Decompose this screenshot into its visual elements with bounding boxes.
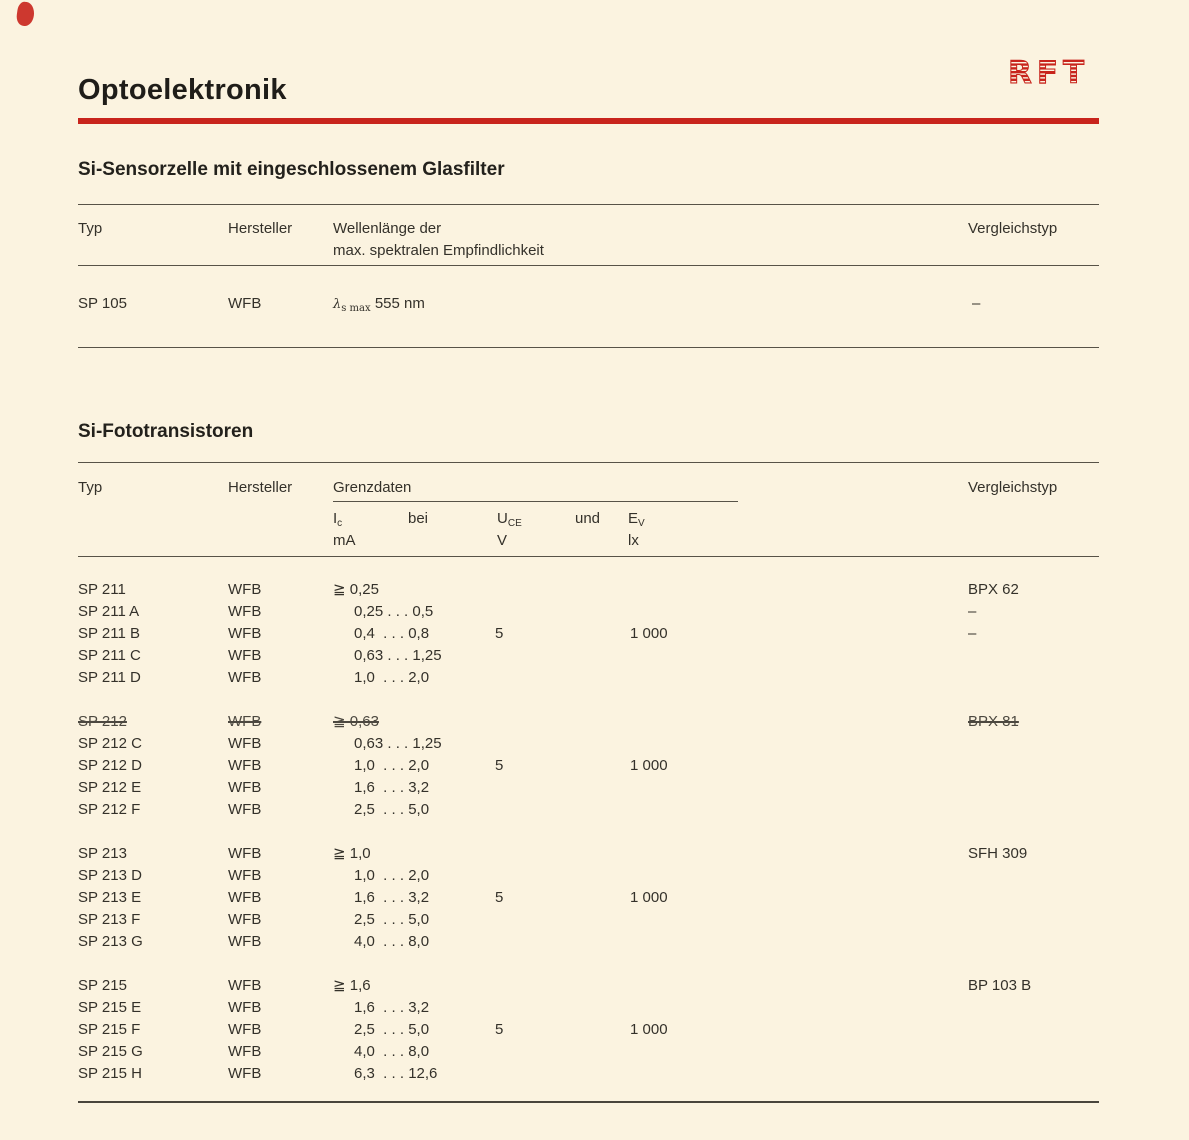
cell-ic: ≧ 0,25 bbox=[333, 581, 379, 598]
cell-ev bbox=[630, 601, 968, 623]
cell-uce bbox=[495, 601, 630, 623]
cell-uce bbox=[495, 997, 630, 1019]
subcol-ic: $I_c$ bbox=[333, 510, 343, 529]
cell-ev bbox=[630, 1041, 968, 1063]
cell-hersteller: WFB bbox=[228, 977, 262, 994]
divider bbox=[78, 204, 1099, 205]
cell-uce: 5 bbox=[495, 757, 504, 774]
cell-vergleichstyp bbox=[968, 755, 1099, 777]
cell-vergleichstyp: – bbox=[968, 625, 977, 642]
subcol-ic-unit: mA bbox=[333, 532, 356, 549]
cell-typ: SP 212 D bbox=[78, 757, 142, 774]
cell-uce: 5 bbox=[495, 1021, 504, 1038]
cell-typ: SP 105 bbox=[78, 295, 127, 312]
cell-vergleichstyp bbox=[968, 645, 1099, 667]
cell-typ: SP 213 G bbox=[78, 933, 143, 950]
table-row bbox=[78, 777, 1099, 799]
cell-ic: 1,0 . . . 2,0 bbox=[354, 669, 430, 686]
cell-ic: ≧ 0,63 bbox=[333, 713, 379, 730]
rft-logo bbox=[1006, 52, 1104, 92]
cell-typ: SP 211 A bbox=[78, 603, 140, 620]
cell-typ: SP 213 D bbox=[78, 867, 142, 884]
cell-typ: SP 212 E bbox=[78, 779, 142, 796]
cell-uce bbox=[495, 645, 630, 667]
cell-hersteller: WFB bbox=[228, 669, 262, 686]
table-row bbox=[78, 1019, 1099, 1041]
cell-typ: SP 215 bbox=[78, 977, 127, 994]
cell-ev bbox=[630, 579, 968, 601]
cell-uce bbox=[495, 1041, 630, 1063]
cell-vergleichstyp: SFH 309 bbox=[968, 845, 1028, 862]
cell-ic: 6,3 . . . 12,6 bbox=[354, 1065, 438, 1082]
table-row bbox=[78, 579, 1099, 601]
col-vergleichstyp: Vergleichstyp bbox=[968, 220, 1058, 237]
rft-logo-text: RFT bbox=[1008, 55, 1090, 91]
table-row bbox=[78, 755, 1099, 777]
cell-uce bbox=[495, 579, 630, 601]
cell-typ: SP 213 bbox=[78, 845, 127, 862]
cell-ev: 1 000 bbox=[630, 889, 668, 906]
row-group bbox=[78, 711, 1099, 821]
cell-hersteller: WFB bbox=[228, 735, 262, 752]
cell-vergleichstyp bbox=[968, 1019, 1099, 1041]
cell-hersteller: WFB bbox=[228, 1043, 262, 1060]
cell-uce bbox=[495, 975, 630, 997]
cell-vergleichstyp: – bbox=[972, 295, 981, 312]
cell-ic: ≧ 1,6 bbox=[333, 977, 371, 994]
subcol-ev: $E_V$ bbox=[628, 510, 645, 529]
cell-vergleichstyp bbox=[968, 733, 1099, 755]
cell-ic: 4,0 . . . 8,0 bbox=[354, 933, 430, 950]
cell-uce bbox=[495, 865, 630, 887]
table-row bbox=[78, 1041, 1099, 1063]
cell-typ: SP 215 H bbox=[78, 1065, 142, 1082]
cell-typ: SP 215 E bbox=[78, 999, 142, 1016]
table-row bbox=[78, 865, 1099, 887]
cell-hersteller: WFB bbox=[228, 1021, 262, 1038]
cell-ev bbox=[630, 711, 968, 733]
cell-uce bbox=[495, 931, 630, 953]
cell-typ: SP 212 C bbox=[78, 735, 142, 752]
cell-ic: 2,5 . . . 5,0 bbox=[354, 801, 430, 818]
table-row bbox=[78, 799, 1099, 821]
cell-ic: 2,5 . . . 5,0 bbox=[354, 911, 430, 928]
cell-vergleichstyp bbox=[968, 777, 1099, 799]
cell-ic: 1,0 . . . 2,0 bbox=[354, 757, 430, 774]
cell-vergleichstyp bbox=[968, 997, 1099, 1019]
cell-ev bbox=[630, 777, 968, 799]
page-bottom-rule bbox=[78, 1101, 1099, 1103]
cell-typ: SP 215 F bbox=[78, 1021, 141, 1038]
table-row bbox=[78, 909, 1099, 931]
col-vergleichstyp: Vergleichstyp bbox=[968, 479, 1058, 496]
cell-ic: ≧ 1,0 bbox=[333, 845, 371, 862]
cell-ic: 0,25 . . . 0,5 bbox=[354, 603, 434, 620]
cell-uce bbox=[495, 733, 630, 755]
cell-uce bbox=[495, 799, 630, 821]
subcol-und: und bbox=[575, 510, 601, 527]
cell-vergleichstyp bbox=[968, 909, 1099, 931]
cell-vergleichstyp bbox=[968, 1041, 1099, 1063]
col-typ: Typ bbox=[78, 479, 103, 496]
cell-ev bbox=[630, 997, 968, 1019]
cell-hersteller: WFB bbox=[228, 295, 262, 312]
cell-vergleichstyp: BPX 81 bbox=[968, 713, 1019, 730]
cell-typ: SP 213 F bbox=[78, 911, 141, 928]
cell-hersteller: WFB bbox=[228, 757, 262, 774]
cell-typ: SP 211 bbox=[78, 581, 126, 598]
cell-ev bbox=[630, 645, 968, 667]
section-heading-fototransistoren: Si-Fototransistoren bbox=[78, 421, 254, 442]
cell-vergleichstyp: – bbox=[968, 603, 977, 620]
cell-vergleichstyp: BPX 62 bbox=[968, 581, 1019, 598]
cell-hersteller: WFB bbox=[228, 845, 262, 862]
cell-hersteller: WFB bbox=[228, 647, 262, 664]
cell-typ: SP 211 B bbox=[78, 625, 140, 642]
table-row bbox=[78, 887, 1099, 909]
cell-vergleichstyp bbox=[968, 931, 1099, 953]
cell-uce: 5 bbox=[495, 889, 504, 906]
cell-ic: 1,6 . . . 3,2 bbox=[354, 779, 430, 796]
cell-hersteller: WFB bbox=[228, 999, 262, 1016]
subcol-bei: bei bbox=[408, 510, 429, 527]
table-row bbox=[78, 1063, 1099, 1085]
cell-ev: 1 000 bbox=[630, 1021, 668, 1038]
cell-typ: SP 212 F bbox=[78, 801, 141, 818]
col-hersteller: Hersteller bbox=[228, 220, 293, 237]
table-row bbox=[78, 931, 1099, 953]
cell-typ: SP 215 G bbox=[78, 1043, 143, 1060]
cell-uce bbox=[495, 909, 630, 931]
cell-hersteller: WFB bbox=[228, 933, 262, 950]
cell-ev bbox=[630, 975, 968, 997]
cell-ev: 1 000 bbox=[630, 625, 668, 642]
cell-ev bbox=[630, 931, 968, 953]
cell-hersteller: WFB bbox=[228, 713, 262, 730]
cell-ev bbox=[630, 865, 968, 887]
row-group bbox=[78, 843, 1099, 953]
cell-ev: 1 000 bbox=[630, 757, 668, 774]
table-row bbox=[78, 645, 1099, 667]
row-group bbox=[78, 975, 1099, 1085]
cell-typ: SP 212 bbox=[78, 713, 127, 730]
cell-wavelength bbox=[333, 295, 425, 314]
table-row bbox=[78, 733, 1099, 755]
wavelength-value: 555 nm bbox=[374, 295, 425, 312]
divider bbox=[78, 556, 1099, 557]
lambda-symbol: λ bbox=[333, 297, 342, 312]
table-row bbox=[78, 711, 1099, 733]
sensor-table bbox=[78, 204, 1099, 349]
cell-uce bbox=[495, 777, 630, 799]
cell-uce bbox=[495, 1063, 630, 1085]
cell-hersteller: WFB bbox=[228, 911, 262, 928]
cell-ev bbox=[630, 799, 968, 821]
cell-uce bbox=[495, 843, 630, 865]
table-row bbox=[78, 843, 1099, 865]
cell-ev bbox=[630, 843, 968, 865]
fototransistor-table bbox=[78, 462, 1099, 1102]
cell-hersteller: WFB bbox=[228, 581, 262, 598]
col-typ: Typ bbox=[78, 220, 103, 237]
col-grenzdaten: Grenzdaten bbox=[333, 479, 412, 496]
table-row bbox=[78, 997, 1099, 1019]
table-row bbox=[78, 975, 1099, 997]
col-hersteller: Hersteller bbox=[228, 479, 293, 496]
cell-typ: SP 211 C bbox=[78, 647, 141, 664]
transistor-rows bbox=[78, 579, 1099, 1107]
cell-uce bbox=[495, 711, 630, 733]
cell-uce: 5 bbox=[495, 625, 504, 642]
subcol-uce: $U_{CE}$ bbox=[497, 510, 522, 529]
cell-hersteller: WFB bbox=[228, 1065, 262, 1082]
cell-vergleichstyp: BP 103 B bbox=[968, 977, 1032, 994]
title-rule bbox=[78, 118, 1099, 124]
cell-hersteller: WFB bbox=[228, 603, 262, 620]
cell-uce bbox=[495, 667, 630, 689]
cell-ic: 1,6 . . . 3,2 bbox=[354, 999, 430, 1016]
subcol-ev-unit: lx bbox=[628, 532, 639, 549]
scan-ink-mark bbox=[15, 1, 35, 27]
cell-vergleichstyp bbox=[968, 1063, 1099, 1085]
cell-ic: 0,63 . . . 1,25 bbox=[354, 647, 442, 664]
cell-ic: 1,0 . . . 2,0 bbox=[354, 867, 430, 884]
cell-vergleichstyp bbox=[968, 667, 1099, 689]
cell-ev bbox=[630, 1063, 968, 1085]
cell-hersteller: WFB bbox=[228, 801, 262, 818]
divider bbox=[78, 347, 1099, 348]
cell-vergleichstyp bbox=[968, 865, 1099, 887]
section-heading-sensor: Si-Sensorzelle mit eingeschlossenem Glasfilter bbox=[78, 159, 505, 180]
cell-ic: 2,5 . . . 5,0 bbox=[354, 1021, 430, 1038]
cell-typ: SP 213 E bbox=[78, 889, 142, 906]
table-row bbox=[78, 623, 1099, 645]
cell-hersteller: WFB bbox=[228, 889, 262, 906]
cell-vergleichstyp bbox=[968, 799, 1099, 821]
cell-ic: 0,4 . . . 0,8 bbox=[354, 625, 430, 642]
cell-hersteller: WFB bbox=[228, 867, 262, 884]
grenzdaten-underline bbox=[333, 501, 738, 502]
cell-typ: SP 211 D bbox=[78, 669, 141, 686]
cell-ev bbox=[630, 667, 968, 689]
divider bbox=[78, 265, 1099, 266]
col-wellenlaenge-line1: Wellenlänge der bbox=[333, 220, 442, 237]
lambda-subscript: s max bbox=[341, 303, 371, 314]
col-wellenlaenge-line2: max. spektralen Empfindlichkeit bbox=[333, 242, 544, 259]
cell-hersteller: WFB bbox=[228, 779, 262, 796]
cell-ic: 4,0 . . . 8,0 bbox=[354, 1043, 430, 1060]
cell-ev bbox=[630, 909, 968, 931]
table-row bbox=[78, 667, 1099, 689]
table-row bbox=[78, 601, 1099, 623]
subcol-uce-unit: V bbox=[497, 532, 508, 549]
divider bbox=[78, 462, 1099, 463]
page-title: Optoelektronik bbox=[78, 74, 287, 106]
cell-ic: 0,63 . . . 1,25 bbox=[354, 735, 442, 752]
cell-ev bbox=[630, 733, 968, 755]
cell-hersteller: WFB bbox=[228, 625, 262, 642]
row-group bbox=[78, 579, 1099, 689]
cell-ic: 1,6 . . . 3,2 bbox=[354, 889, 430, 906]
cell-vergleichstyp bbox=[968, 887, 1099, 909]
